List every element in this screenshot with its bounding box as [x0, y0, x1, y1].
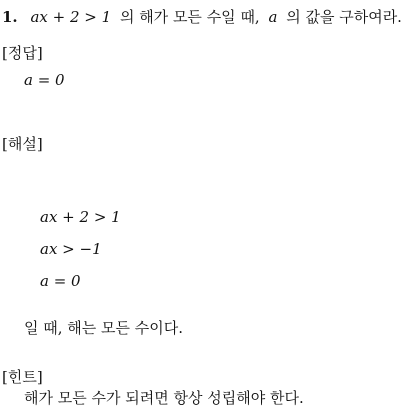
solution-step-2: ax > −1 [40, 240, 102, 258]
problem-variable: a [268, 8, 278, 26]
hint-heading: [힌트] [2, 368, 43, 386]
problem-text-b: 의 값을 구하여라. [286, 8, 402, 26]
problem-text-a: 의 해가 모든 수일 때, [119, 8, 260, 26]
problem-statement [2, 8, 402, 26]
solution-step-1: ax + 2 > 1 [40, 208, 121, 226]
answer-value: a = 0 [24, 71, 65, 89]
solution-heading: [해설] [2, 135, 43, 153]
answer-heading: [정답] [2, 44, 43, 62]
solution-conclusion: 일 때, 해는 모든 수이다. [24, 319, 184, 337]
solution-step-3: a = 0 [40, 272, 81, 290]
hint-text: 해가 모든 수가 되려면 항상 성립해야 한다. [24, 389, 304, 407]
problem-number: 1. [2, 8, 18, 26]
problem-inequality: ax + 2 > 1 [30, 8, 112, 26]
